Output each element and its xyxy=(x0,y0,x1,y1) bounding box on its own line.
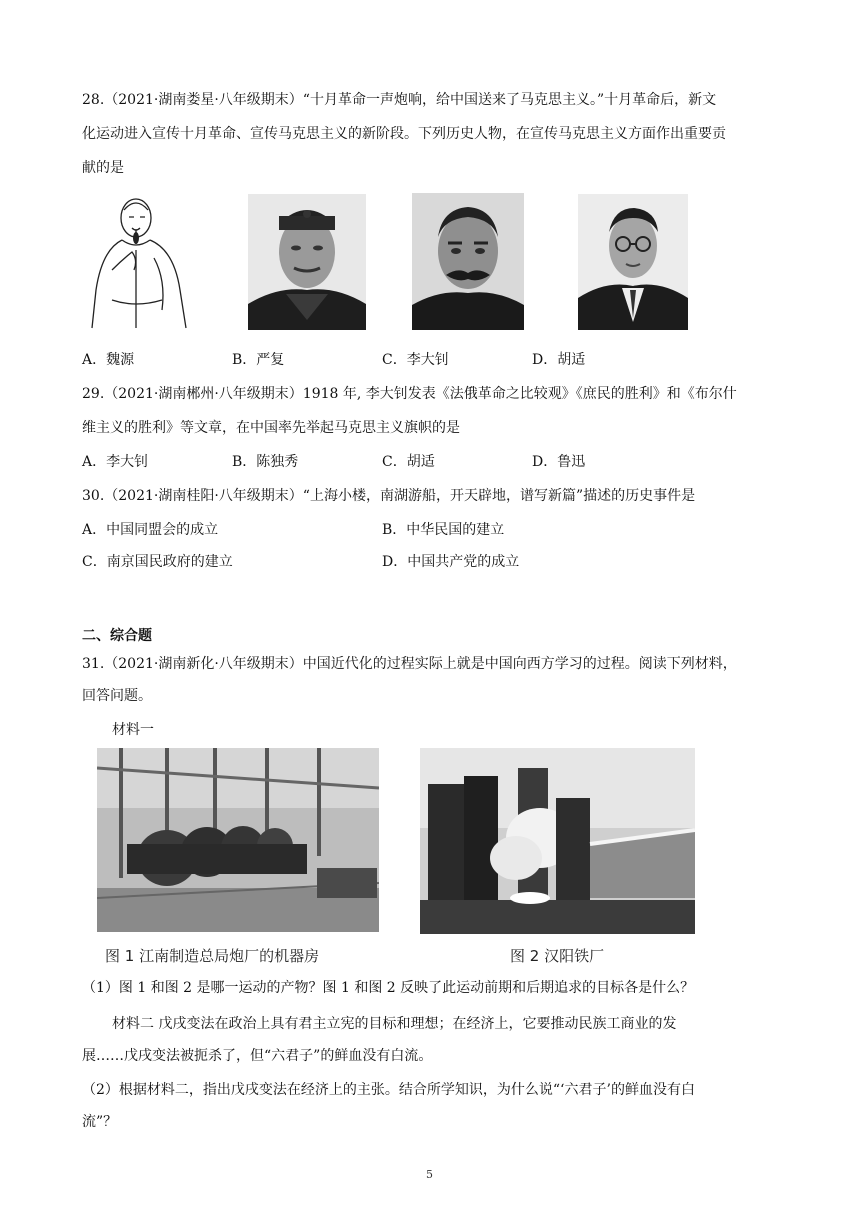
q28-option-d: D．胡适 xyxy=(532,352,586,368)
material2-line1: 材料二 戊戌变法在政治上具有君主立宪的目标和理想；在经济上，它要推动民族工商业的发 xyxy=(112,1016,677,1032)
q29-option-c: C．胡适 xyxy=(382,454,435,470)
q31-sub2-line1: （2）根据材料二，指出戊戌变法在经济上的主张。结合所学知识，为什么说“‘六君子’的鲜血没有白 xyxy=(82,1082,695,1098)
portrait-li-dazhao xyxy=(412,193,524,330)
q28-option-b: B．严复 xyxy=(232,352,285,368)
q30-option-d: D．中国共产党的成立 xyxy=(382,554,520,570)
page-number: 5 xyxy=(426,1168,433,1181)
section-heading: 二、综合题 xyxy=(82,628,152,644)
q31-sub2-line2: 流”？ xyxy=(82,1114,118,1130)
q31-sub1: （1）图 1 和图 2 是哪一运动的产物？图 1 和图 2 反映了此运动前期和后期追求的目标各是什么？ xyxy=(82,980,695,996)
q28-stem-line1: 28.（2021·湖南娄星·八年级期末）“十月革命一声炮响，给中国送来了马克思主义。”十月革命后，新文 xyxy=(82,92,717,108)
material2-line2: 展……戊戌变法被扼杀了，但“六君子”的鲜血没有白流。 xyxy=(82,1048,433,1064)
q28-stem-line2: 化运动进入宣传十月革命、宣传马克思主义的新阶段。下列历史人物，在宣传马克思主义方面作出重要贡 xyxy=(82,126,726,142)
figure1-caption: 图 1 江南制造总局炮厂的机器房 xyxy=(105,947,320,965)
material1-label: 材料一 xyxy=(112,722,154,738)
q31-stem-line2: 回答问题。 xyxy=(82,688,152,704)
q28-option-a: A．魏源 xyxy=(82,352,135,368)
q30-option-b: B．中华民国的建立 xyxy=(382,522,505,538)
q29-option-a: A．李大钊 xyxy=(82,454,149,470)
q31-stem-line1: 31.（2021·湖南新化·八年级期末）中国近代化的过程实际上就是中国向西方学习的过程。阅读下列材料， xyxy=(82,656,737,672)
portrait-yan-fu xyxy=(248,194,366,330)
portrait-wei-yuan xyxy=(82,190,194,330)
q29-option-d: D．鲁迅 xyxy=(532,454,586,470)
q29-option-b: B．陈独秀 xyxy=(232,454,299,470)
portrait-hu-shi xyxy=(578,194,688,330)
q30-option-c: C．南京国民政府的建立 xyxy=(82,554,233,570)
figure2-caption: 图 2 汉阳铁厂 xyxy=(510,947,605,965)
q29-stem-line2: 维主义的胜利》等文章，在中国率先举起马克思主义旗帜的是 xyxy=(82,420,460,436)
q29-stem-line1: 29.（2021·湖南郴州·八年级期末）1918 年, 李大钊发表《法俄革命之比较观》《庶民的胜利》和《布尔什 xyxy=(82,386,737,402)
q28-stem-line3: 献的是 xyxy=(82,160,124,176)
q30-option-a: A．中国同盟会的成立 xyxy=(82,522,219,538)
q28-option-c: C．李大钊 xyxy=(382,352,449,368)
q30-stem: 30.（2021·湖南桂阳·八年级期末）“上海小楼，南湖游船，开天辟地，谱写新篇”描述的历史事件是 xyxy=(82,488,696,504)
figure1-photo xyxy=(97,748,379,932)
figure2-photo xyxy=(420,748,695,934)
